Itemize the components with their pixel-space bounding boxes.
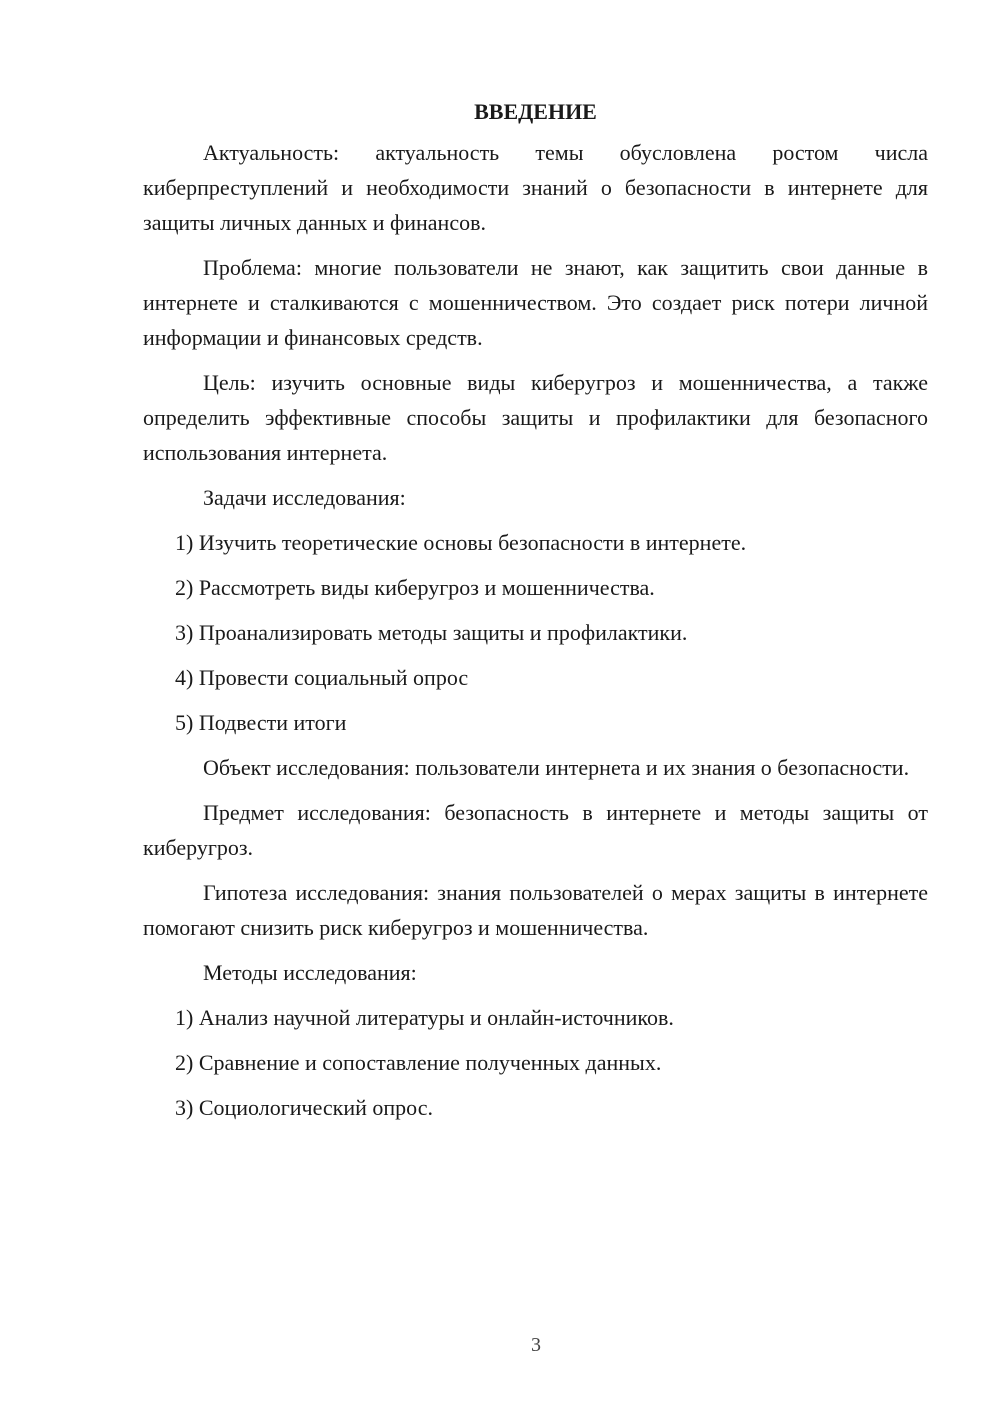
methods-heading: Методы исследования: <box>203 960 417 985</box>
subject-paragraph: Предмет исследования: безопасность в интернете и методы защиты от киберугроз. <box>143 800 928 860</box>
task-item: 4) Провести социальный опрос <box>175 665 469 690</box>
hypothesis-paragraph: Гипотеза исследования: знания пользователей о мерах защиты в интернете помогают снизить риск киберугроз и мошенничества. <box>143 880 928 940</box>
method-item: 3) Социологический опрос. <box>175 1095 433 1120</box>
goal-paragraph: Цель: изучить основные виды киберугроз и мошенничества, а также определить эффективные способы защиты и профилактики для безопасного использования интернета. <box>143 370 928 465</box>
relevance-paragraph: Актуальность: актуальность темы обусловлена ростом числа киберпреступлений и необходимости знаний о безопасности в интернете для защиты личных данных и финансов. <box>143 140 928 235</box>
problem-paragraph: Проблема: многие пользователи не знают, как защитить свои данные в интернете и сталкиваются с мошенничеством. Это создает риск потери личной информации и финансовых средств. <box>143 255 928 350</box>
page-content <box>143 97 928 1135</box>
object-paragraph: Объект исследования: пользователи интернета и их знания о безопасности. <box>203 755 910 780</box>
page-title: ВВЕДЕНИЕ <box>474 99 597 124</box>
task-item: 5) Подвести итоги <box>175 710 347 735</box>
task-item: 1) Изучить теоретические основы безопасности в интернете. <box>175 530 747 555</box>
method-item: 2) Сравнение и сопоставление полученных данных. <box>175 1050 662 1075</box>
task-item: 3) Проанализировать методы защиты и профилактики. <box>175 620 688 645</box>
task-item: 2) Рассмотреть виды киберугроз и мошенничества. <box>175 575 655 600</box>
page-number: 3 <box>531 1334 541 1356</box>
tasks-heading: Задачи исследования: <box>203 485 406 510</box>
method-item: 1) Анализ научной литературы и онлайн-источников. <box>175 1005 674 1030</box>
